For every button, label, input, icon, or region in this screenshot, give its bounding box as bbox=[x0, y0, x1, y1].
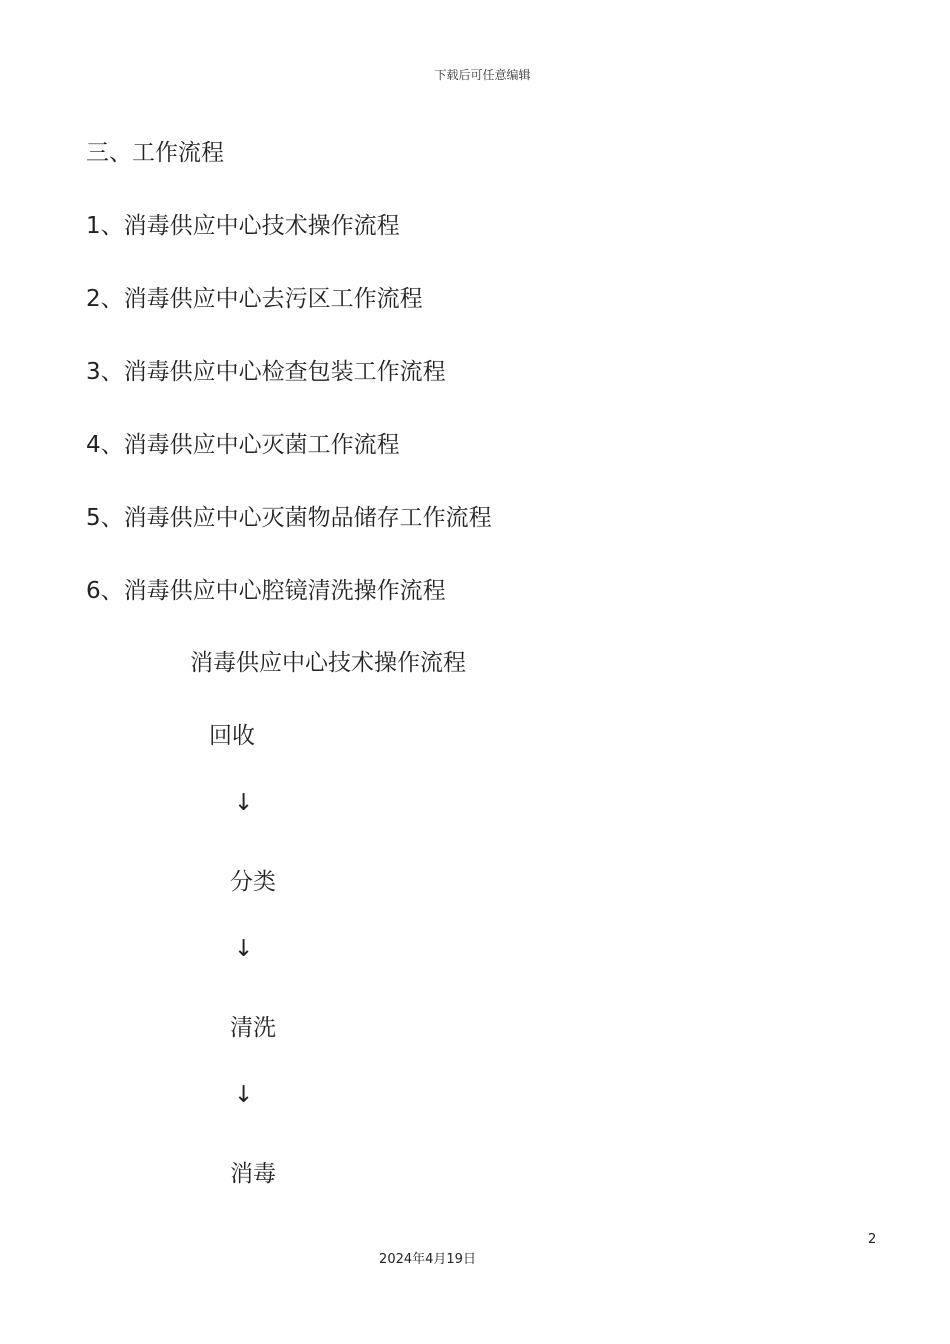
page-number: 2 bbox=[868, 1232, 877, 1247]
flow-step-sort: 分类 bbox=[230, 869, 276, 895]
down-arrow-icon: ↓ bbox=[234, 790, 254, 816]
page-header-note: 下载后可任意编辑 bbox=[434, 68, 531, 82]
flow-step-clean: 清洗 bbox=[230, 1015, 276, 1041]
flow-step-collect: 回收 bbox=[209, 723, 255, 749]
toc-item: 4、消毒供应中心灭菌工作流程 bbox=[86, 432, 400, 458]
footer-date: 2024年4月19日 bbox=[379, 1252, 476, 1267]
flow-step-disinfect: 消毒 bbox=[230, 1161, 276, 1187]
toc-item: 3、消毒供应中心检查包装工作流程 bbox=[86, 359, 446, 385]
flow-title: 消毒供应中心技术操作流程 bbox=[190, 650, 466, 676]
down-arrow-icon: ↓ bbox=[234, 1082, 254, 1108]
toc-item: 2、消毒供应中心去污区工作流程 bbox=[86, 286, 423, 312]
toc-item: 6、消毒供应中心腔镜清洗操作流程 bbox=[86, 578, 446, 604]
toc-item: 5、消毒供应中心灭菌物品储存工作流程 bbox=[86, 505, 492, 531]
toc-item: 1、消毒供应中心技术操作流程 bbox=[86, 213, 400, 239]
down-arrow-icon: ↓ bbox=[234, 936, 254, 962]
section-title: 三、工作流程 bbox=[86, 140, 224, 166]
